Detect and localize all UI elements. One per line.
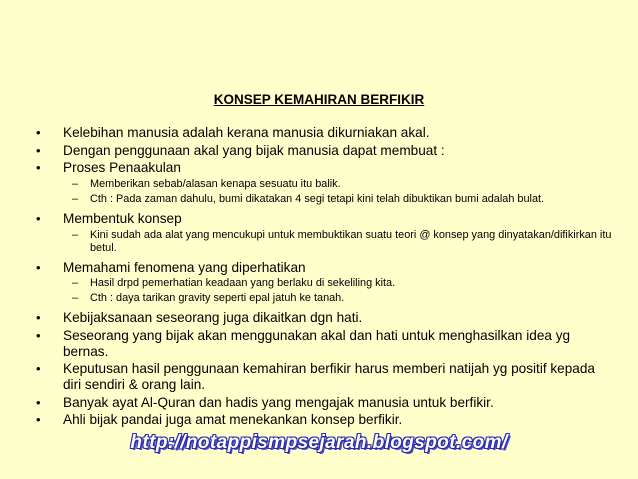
sub-item	[36, 277, 616, 290]
dash-icon: –	[72, 178, 79, 191]
bullet-text: Dengan penggunaan akal yang bijak manusia dapat membuat :	[63, 142, 445, 158]
bullet-text: Membentuk konsep	[63, 211, 182, 227]
sub-item-text: Kini sudah ada alat yang mencukupi untuk membuktikan suatu teori @ konsep yang dinyatakan/difikirkan itu betul.	[90, 228, 612, 254]
slide-title: KONSEP KEMAHIRAN BERFIKIR	[213, 92, 425, 107]
bullet-icon: •	[36, 211, 41, 227]
bullet-text: Ahli bijak pandai juga amat menekankan konsep berfikir.	[63, 412, 403, 428]
bullet-item	[36, 395, 616, 411]
bullet-item	[36, 361, 616, 392]
bullet-icon: •	[36, 310, 41, 326]
sub-item	[36, 229, 616, 255]
sub-item-text: Cth : Pada zaman dahulu, bumi dikatakan 4 segi tetapi kini telah dibuktikan bumi adalah bulat.	[90, 193, 545, 206]
bullet-item	[36, 412, 616, 428]
bullet-item	[36, 143, 616, 159]
sub-item	[36, 178, 616, 191]
dash-icon: –	[72, 193, 79, 206]
bullet-text: Keputusan hasil penggunaan kemahiran berfikir harus memberi natijah yg positif kepada diri sendiri & orang lain.	[63, 361, 595, 392]
sub-list	[36, 178, 616, 206]
bullet-text: Kebijaksanaan seseorang juga dikaitkan dgn hati.	[63, 310, 363, 326]
bullet-icon: •	[36, 361, 41, 377]
bullet-icon: •	[36, 125, 41, 140]
bullet-item	[36, 260, 616, 276]
bullet-icon: •	[36, 160, 41, 176]
bullet-list	[36, 125, 616, 430]
bullet-text: Kelebihan manusia adalah kerana manusia dikurniakan akal.	[63, 125, 430, 140]
bullet-icon: •	[36, 412, 41, 428]
bullet-item	[36, 160, 616, 176]
bullet-text: Memahami fenomena yang diperhatikan	[63, 259, 306, 275]
bullet-icon: •	[36, 142, 41, 158]
sub-item-text: Hasil drpd pemerhatian keadaan yang berlaku di sekeliling kita.	[90, 277, 396, 290]
sub-list	[36, 277, 616, 305]
bullet-item	[36, 125, 616, 141]
bullet-item	[36, 328, 616, 359]
dash-icon: –	[72, 292, 79, 305]
sub-item	[36, 193, 616, 206]
bullet-icon: •	[36, 328, 41, 344]
sub-item-text: Cth : daya tarikan gravity seperti epal jatuh ke tanah.	[90, 292, 345, 305]
bullet-item	[36, 211, 616, 227]
dash-icon: –	[72, 277, 79, 290]
bullet-item	[36, 310, 616, 326]
sub-item-text: Memberikan sebab/alasan kenapa sesuatu itu balik.	[90, 178, 341, 191]
dash-icon: –	[72, 228, 79, 241]
bullet-icon: •	[36, 259, 41, 275]
bullet-text: Seseorang yang bijak akan menggunakan akal dan hati untuk menghasilkan idea yg bernas.	[63, 328, 571, 359]
sub-item	[36, 292, 616, 305]
blog-url-watermark[interactable]: http://notappismpsejarah.blogspot.com/	[130, 432, 508, 453]
bullet-icon: •	[36, 394, 41, 410]
bullet-text: Proses Penaakulan	[63, 160, 181, 176]
sub-list	[36, 229, 616, 255]
bullet-text: Banyak ayat Al-Quran dan hadis yang mengajak manusia untuk berfikir.	[63, 394, 494, 410]
